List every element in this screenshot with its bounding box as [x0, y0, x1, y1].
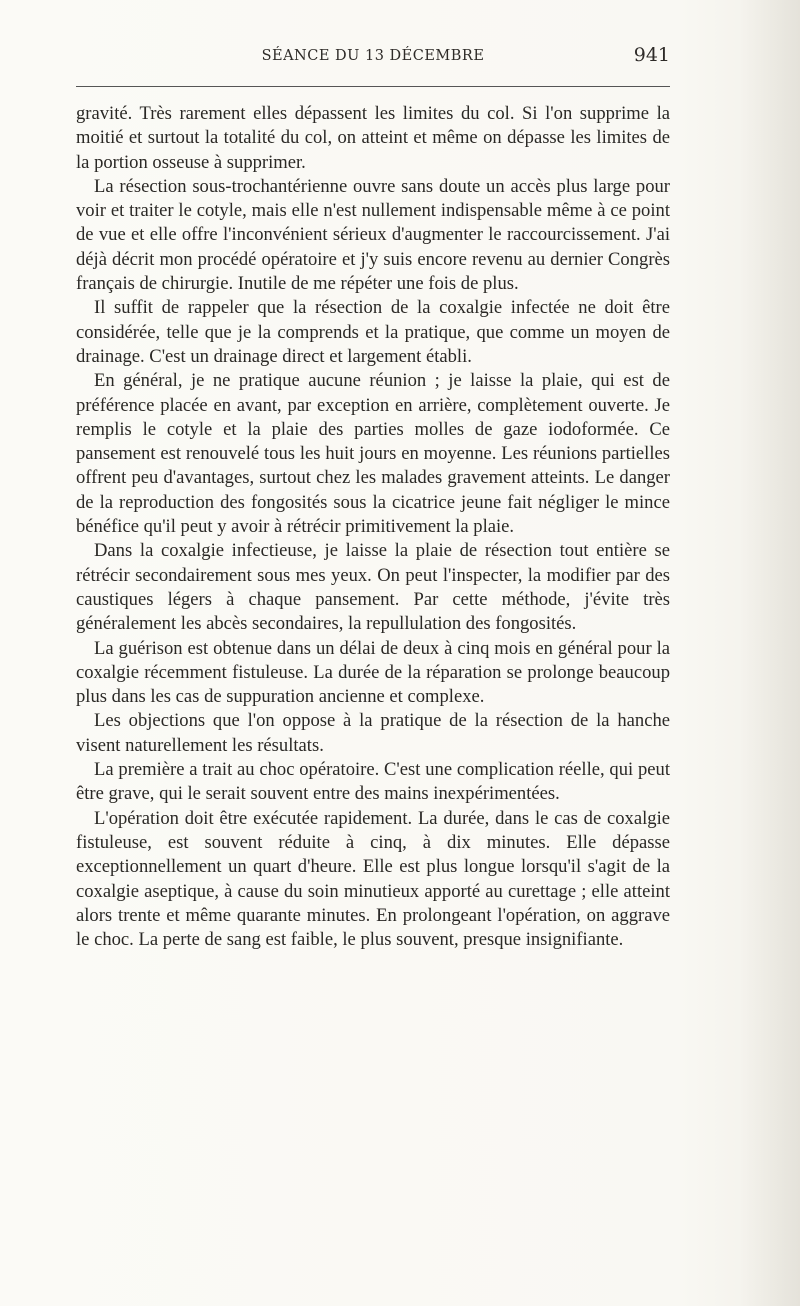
- paragraph: L'opération doit être exécutée rapidement. La durée, dans le cas de coxalgie fistuleuse, est souvent réduite à cinq, à dix minutes. Elle dépasse exceptionnellement un quart d'heure. Elle est plus longue lorsqu'il s'agit de la coxalgie aseptique, à cause du soin minutieux apporté au curettage ; elle atteint alors trente et même quarante minutes. En prolongeant l'opération, on aggrave le choc. La perte de sang est faible, le plus souvent, presque insignifiante.: [76, 807, 670, 951]
- running-header: [76, 44, 670, 72]
- page-number: 941: [633, 44, 670, 66]
- paragraph: Les objections que l'on oppose à la pratique de la résection de la hanche visent naturellement les résultats.: [76, 710, 670, 756]
- paragraph: gravité. Très rarement elles dépassent les limites du col. Si l'on supprime la moitié et surtout la totalité du col, on atteint et même on dépasse les limites de la portion osseuse à supprimer.: [76, 103, 670, 173]
- paragraph: La guérison est obtenue dans un délai de deux à cinq mois en général pour la coxalgie récemment fistuleuse. La durée de la réparation se prolonge beaucoup plus dans les cas de suppuration ancienne et complexe.: [76, 637, 670, 708]
- paragraph: La première a trait au choc opératoire. C'est une complication réelle, qui peut être grave, qui le serait souvent entre des mains inexpérimentées.: [76, 759, 670, 805]
- body-text: [76, 102, 670, 952]
- paragraph: Dans la coxalgie infectieuse, je laisse la plaie de résection tout entière se rétrécir secondairement sous mes yeux. On peut l'inspecter, la modifier par des caustiques légers à chaque pansement. Par cette méthode, j'évite très généralement les abcès secondaires, la repullulation des fongosités.: [76, 540, 670, 635]
- paragraph: Il suffit de rappeler que la résection de la coxalgie infectée ne doit être considérée, telle que je la comprends et la pratique, que comme un moyen de drainage. C'est un drainage direct et largement établi.: [76, 297, 670, 367]
- header-rule: [76, 86, 670, 87]
- paragraph: La résection sous-trochantérienne ouvre sans doute un accès plus large pour voir et traiter le cotyle, mais elle n'est nullement indispensable même à ce point de vue et elle offre l'inconvénient sérieux d'augmenter le raccourcissement. J'ai déjà décrit mon procédé opératoire et j'y suis encore revenu au dernier Congrès français de chirurgie. Inutile de me répéter une fois de plus.: [76, 175, 670, 295]
- page-edge-shadow: [740, 0, 800, 1306]
- paragraph: En général, je ne pratique aucune réunion ; je laisse la plaie, qui est de préférence placée en avant, par exception en arrière, complètement ouverte. Je remplis le cotyle et la plaie des parties molles de gaze iodoformée. Ce pansement est renouvelé tous les huit jours en moyenne. Les réunions partielles offrent peu d'avantages, surtout chez les malades gravement atteints. Le danger de la reproduction des fongosités sous la cicatrice jeune fait négliger le mince bénéfice qu'il peut y avoir à rétrécir primitivement la plaie.: [76, 370, 670, 538]
- header-title: SÉANCE DU 13 DÉCEMBRE: [261, 48, 485, 64]
